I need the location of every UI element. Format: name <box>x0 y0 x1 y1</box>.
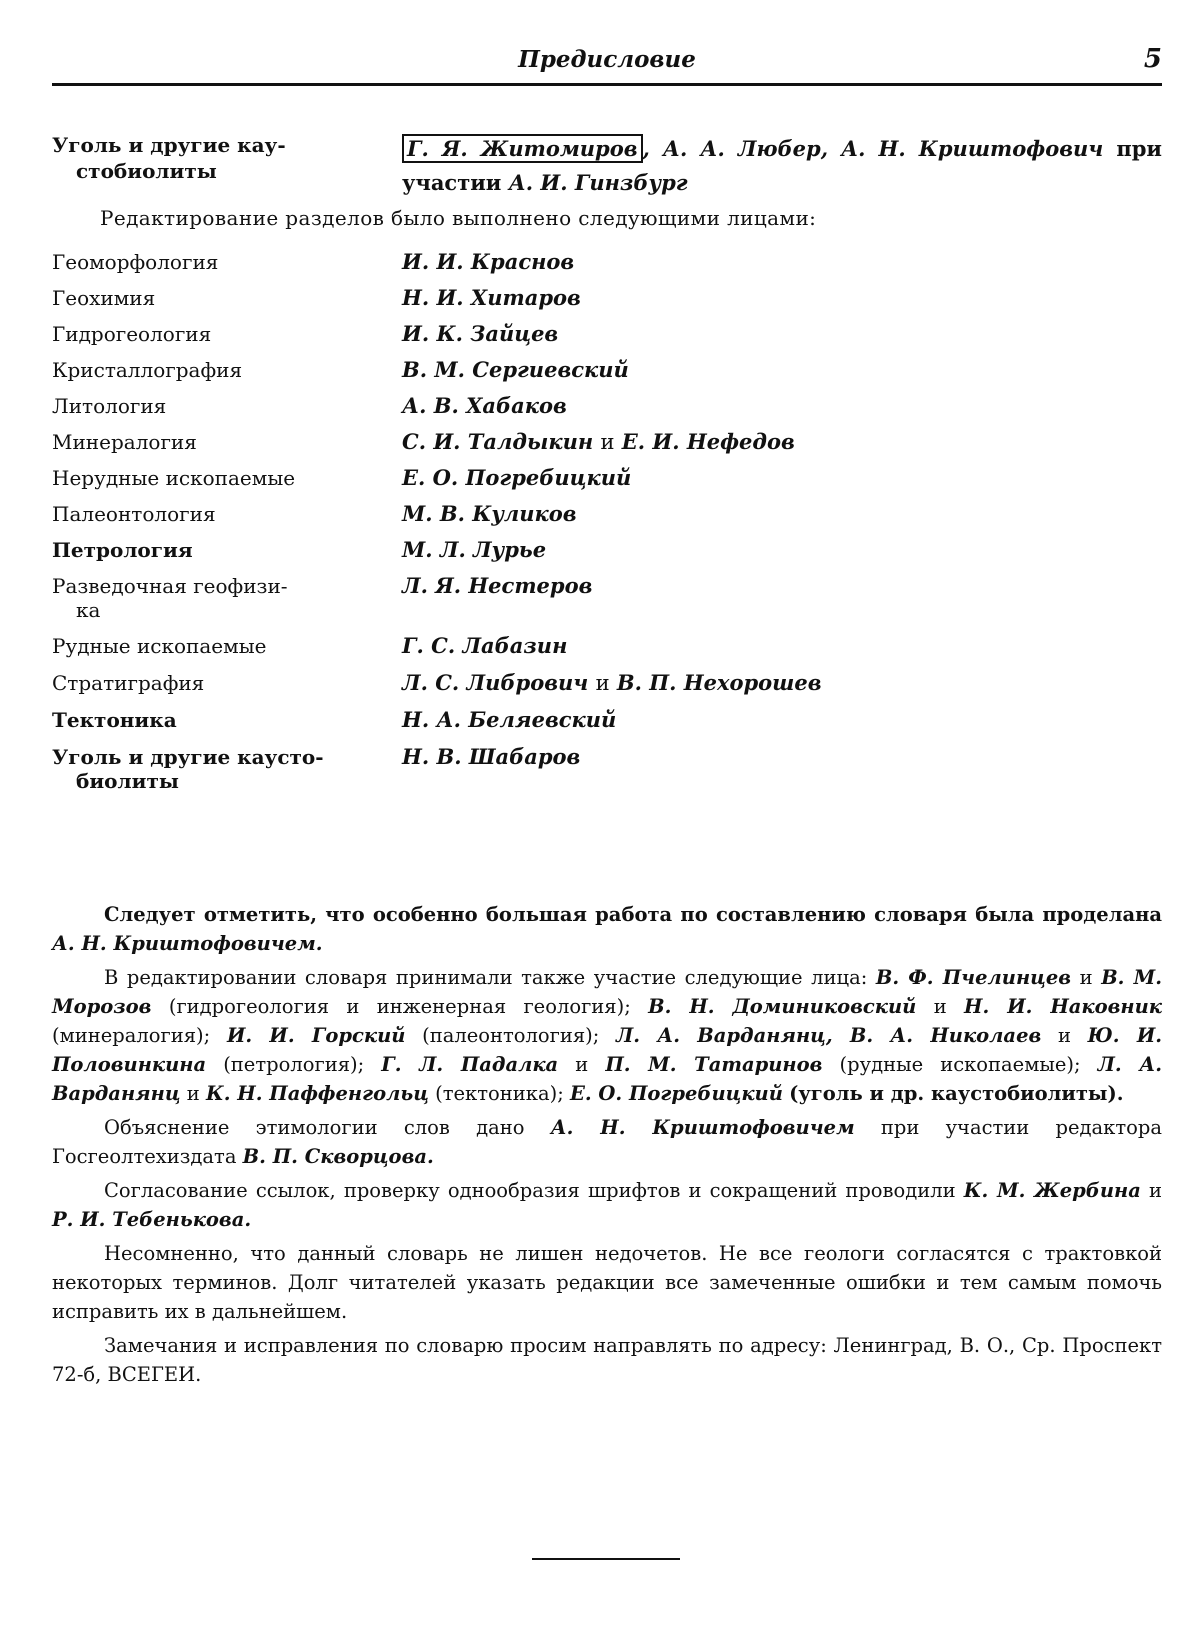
paragraph-5 <box>52 1239 1162 1326</box>
person-name: В. Н. Доминиковский <box>648 995 917 1018</box>
person-name: Г. Л. Падалка <box>381 1053 559 1076</box>
person-name: И. И. Горский <box>226 1024 406 1047</box>
header-rule <box>52 83 1162 86</box>
paragraph-text: и <box>1079 966 1093 989</box>
paragraph-text: (минералогия); <box>52 1024 211 1047</box>
editor-name-2: Е. И. Нефедов <box>621 429 795 454</box>
running-header <box>52 42 1162 82</box>
editor-field-line-1: Разведочная геофизи- <box>52 574 288 598</box>
person-name: Л. А. Варданянц, В. А. Николаев <box>616 1024 1042 1047</box>
editor-field-line-2: ка <box>76 598 101 622</box>
person-name: П. М. Татаринов <box>605 1053 823 1076</box>
editor-field: Минералогия <box>52 430 197 454</box>
editor-name: В. М. Сергиевский <box>402 357 629 382</box>
closing-paragraphs <box>52 900 1162 1394</box>
person-name: Р. И. Тебенькова. <box>52 1208 252 1231</box>
editor-name: Е. О. Погребицкий <box>402 465 632 490</box>
person-name: В. Ф. Пчелинцев <box>875 966 1072 989</box>
paragraph-text: и <box>1149 1179 1163 1202</box>
person-name: Н. И. Наковник <box>964 995 1162 1018</box>
field-line-1: Уголь и другие кау- <box>52 133 286 157</box>
editor-name <box>402 430 795 454</box>
person-name: В. М. Морозов <box>52 966 1163 1018</box>
co-author-name: А. И. Гинзбург <box>508 170 688 195</box>
paragraph-text: Несомненно, что данный словарь не лишен недочетов. Не все геологи согласятся с трактовкой некоторых терминов. Долг читателей указать редакции все замеченные ошибки и тем самым помочь исправить их в дальнейшем. <box>52 1242 1162 1323</box>
editor-row <box>52 286 1162 322</box>
editor-row <box>52 250 1162 286</box>
editor-field: Кристаллография <box>52 358 243 382</box>
paragraph-text: В редактировании словаря принимали также участие следующие лица: <box>104 966 868 989</box>
editor-name: Н. А. Беляевский <box>402 707 617 732</box>
person-name: К. Н. Паффенгольц <box>205 1082 429 1105</box>
person-name: Л. А. Варданянц <box>52 1053 1163 1105</box>
editor-field-line-1: Уголь и другие каусто- <box>52 745 324 769</box>
paragraph-6 <box>52 1331 1162 1389</box>
person-name: Ю. И. Половинкина <box>52 1024 1163 1076</box>
editor-field <box>52 745 352 793</box>
editor-name: Н. В. Шабаров <box>402 744 581 769</box>
editor-name: М. В. Куликов <box>402 501 577 526</box>
participation-text: при участии <box>402 136 1163 195</box>
person-name: Е. О. Погребицкий <box>569 1082 783 1105</box>
editor-field: Тектоника <box>52 708 177 732</box>
conjunction: и <box>600 430 615 454</box>
editors-list <box>52 250 1162 805</box>
paragraph-1 <box>52 900 1162 958</box>
editor-name-1: Л. С. Либрович <box>402 670 589 695</box>
paragraph-2 <box>52 963 1162 1108</box>
paragraph-4 <box>52 1176 1162 1234</box>
authors-entry-field <box>52 132 322 184</box>
editor-name: И. К. Зайцев <box>402 321 559 346</box>
editor-row <box>52 394 1162 430</box>
editor-field: Литология <box>52 394 167 418</box>
editor-row <box>52 538 1162 574</box>
conjunction: и <box>595 671 610 695</box>
paragraph-text: (уголь и др. каустобиолиты). <box>789 1082 1124 1105</box>
editor-name: И. И. Краснов <box>402 249 575 274</box>
editor-name: А. В. Хабаков <box>402 393 567 418</box>
paragraph-text: и <box>1057 1024 1071 1047</box>
editor-row <box>52 671 1162 708</box>
paragraph-3 <box>52 1113 1162 1171</box>
paragraph-text: Замечания и исправления по словарю просим направлять по адресу: Ленинград, В. О., Ср. Проспект 72-б, ВСЕГЕИ. <box>52 1334 1162 1386</box>
person-name: К. М. Жербина <box>963 1179 1141 1202</box>
paragraph-text: и <box>933 995 947 1018</box>
paragraph-text: Следует отметить, что особенно большая работа по составлению словаря была проделана <box>104 903 1162 926</box>
paragraph-text: (рудные ископаемые); <box>839 1053 1081 1076</box>
editor-row <box>52 466 1162 502</box>
editor-field: Гидрогеология <box>52 322 212 346</box>
editor-row <box>52 574 1162 634</box>
page-number: 5 <box>1143 44 1162 74</box>
editor-name: Л. Я. Нестеров <box>402 573 593 598</box>
editor-row <box>52 634 1162 671</box>
editor-row <box>52 502 1162 538</box>
boxed-author-name: Г. Я. Житомиров <box>402 134 643 163</box>
editor-name: Г. С. Лабазин <box>402 633 568 658</box>
editor-name: М. Л. Лурье <box>402 537 547 562</box>
editor-field: Стратиграфия <box>52 671 205 695</box>
paragraph-text: (палеонтология); <box>422 1024 600 1047</box>
editor-row <box>52 430 1162 466</box>
paragraph-text: и <box>186 1082 200 1105</box>
editor-field: Нерудные ископаемые <box>52 466 296 490</box>
editor-name: Н. И. Хитаров <box>402 285 581 310</box>
paragraph-text: и <box>575 1053 589 1076</box>
editor-row <box>52 358 1162 394</box>
editor-field: Палеонтология <box>52 502 216 526</box>
editor-field <box>52 574 352 622</box>
paragraph-text: Согласование ссылок, проверку однообразия шрифтов и сокращений проводили <box>104 1179 956 1202</box>
editor-field: Рудные ископаемые <box>52 634 267 658</box>
editor-name-2: В. П. Нехорошев <box>616 670 822 695</box>
person-name: А. Н. Криштофовичем <box>550 1116 855 1139</box>
editor-field: Петрология <box>52 538 193 562</box>
authors-entry-names <box>402 132 1162 200</box>
field-line-2: стобиолиты <box>76 159 217 183</box>
header-title: Предисловие <box>518 46 696 73</box>
editor-row <box>52 708 1162 745</box>
editor-row <box>52 322 1162 358</box>
person-name: А. Н. Криштофовичем. <box>52 932 323 955</box>
author-names: , А. А. Любер, А. Н. Криштофович <box>642 136 1104 161</box>
paragraph-text: при участии редактора Госгеолтехиздата <box>52 1116 1162 1168</box>
editor-name-1: С. И. Талдыкин <box>402 429 594 454</box>
end-rule <box>532 1558 680 1560</box>
person-name: В. П. Скворцова. <box>242 1145 434 1168</box>
paragraph-text: (тектоника); <box>435 1082 564 1105</box>
editing-intro: Редактирование разделов было выполнено следующими лицами: <box>100 206 817 230</box>
paragraph-text: Объяснение этимологии слов дано <box>104 1116 525 1139</box>
paragraph-text: (петрология); <box>223 1053 365 1076</box>
editor-row <box>52 745 1162 805</box>
editor-field: Геохимия <box>52 286 156 310</box>
paragraph-text: (гидрогеология и инженерная геология); <box>168 995 631 1018</box>
editor-field-line-2: биолиты <box>76 769 179 793</box>
editor-name <box>402 671 822 695</box>
editor-field: Геоморфология <box>52 250 219 274</box>
